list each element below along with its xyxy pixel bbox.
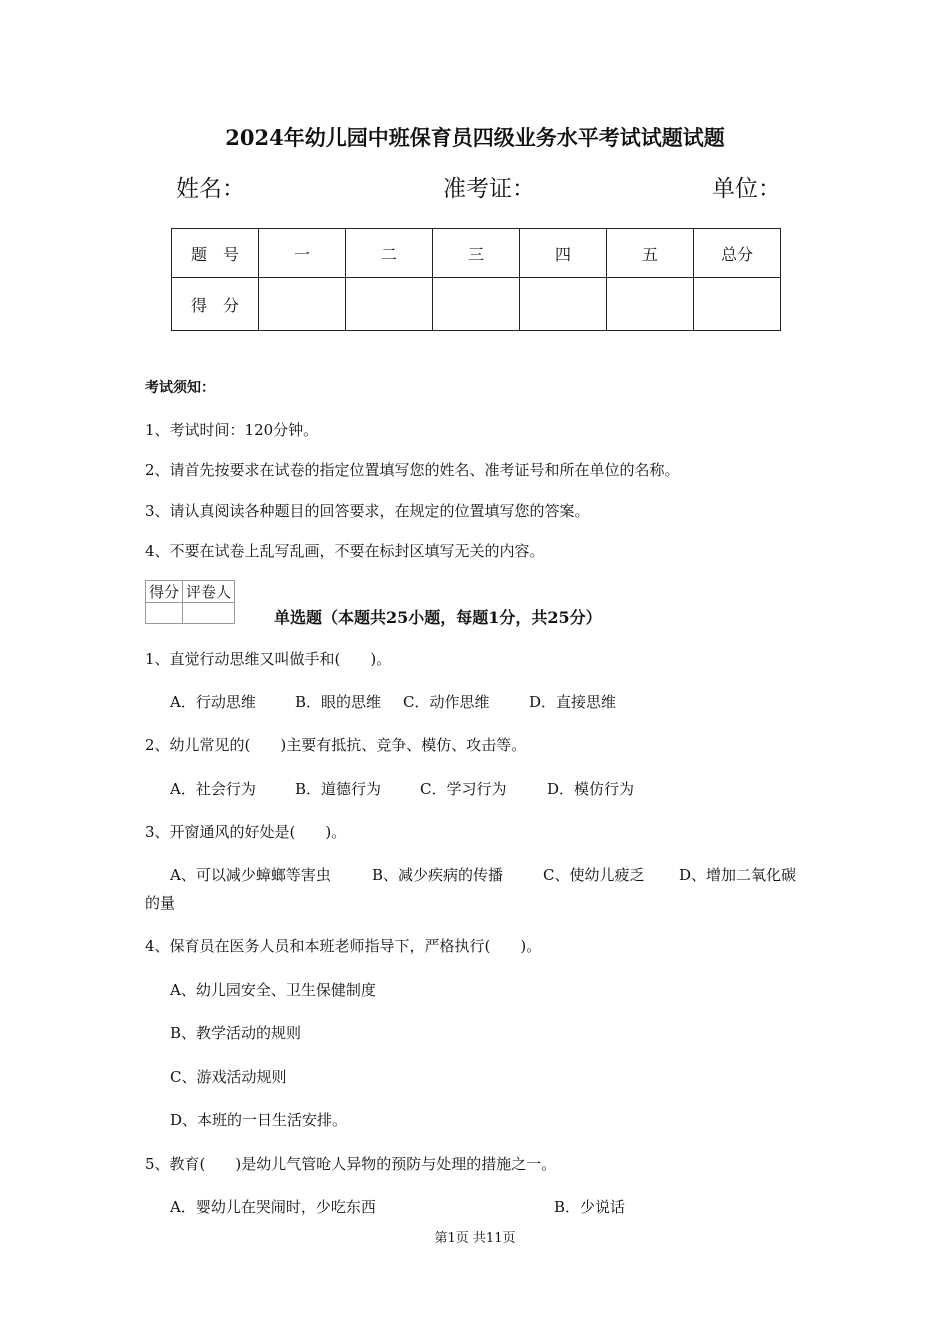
exam-number-field-label: 准考证： — [443, 176, 535, 202]
grader-table — [145, 580, 235, 624]
option-d: D、本班的一日生活安排。 — [170, 1111, 348, 1129]
option-b: B．眼的思维 — [295, 693, 382, 711]
notice-item: 3、请认真阅读各种题目的回答要求，在规定的位置填写您的答案。 — [145, 502, 590, 520]
score-row-label: 得 分 — [172, 278, 259, 331]
score-header-cell: 三 — [433, 229, 520, 278]
score-cell[interactable] — [694, 278, 781, 331]
question-stem: 1、直觉行动思维又叫做手和( )。 — [145, 650, 392, 668]
score-table-header-row — [172, 229, 781, 278]
score-header-cell: 二 — [346, 229, 433, 278]
option-d: D．直接思维 — [529, 693, 617, 711]
score-header-cell: 总分 — [694, 229, 781, 278]
option-a: A．行动思维 — [170, 693, 256, 711]
question-stem: 4、保育员在医务人员和本班老师指导下，严格执行( )。 — [145, 937, 542, 955]
grader-reviewer-label: 评卷人 — [183, 581, 235, 603]
option-c: C、游戏活动规则 — [170, 1068, 287, 1086]
name-field-label: 姓名： — [176, 176, 245, 202]
notice-item: 1、考试时间：120分钟。 — [145, 421, 319, 439]
question-stem: 2、幼儿常见的( )主要有抵抗、竞争、模仿、攻击等。 — [145, 736, 527, 754]
option-c: C、使幼儿疲乏 — [543, 866, 645, 884]
unit-field-label: 单位： — [712, 176, 781, 202]
option-c: C．动作思维 — [403, 693, 490, 711]
score-cell[interactable] — [607, 278, 694, 331]
score-table — [171, 228, 781, 331]
option-b: B．道德行为 — [295, 780, 382, 798]
option-a: A、可以减少蟑螂等害虫 — [170, 866, 331, 884]
question-stem: 5、教育( )是幼儿气管呛人异物的预防与处理的措施之一。 — [145, 1155, 557, 1173]
score-header-cell: 五 — [607, 229, 694, 278]
score-cell[interactable] — [346, 278, 433, 331]
option-d: D．模仿行为 — [547, 780, 635, 798]
notice-item: 2、请首先按要求在试卷的指定位置填写您的姓名、准考证号和所在单位的名称。 — [145, 461, 680, 479]
option-b: B．少说话 — [554, 1198, 626, 1216]
option-c: C．学习行为 — [420, 780, 507, 798]
option-b: B、减少疾病的传播 — [372, 866, 504, 884]
option-a: A．婴幼儿在哭闹时，少吃东西 — [170, 1198, 376, 1216]
option-a: A．社会行为 — [170, 780, 256, 798]
score-cell[interactable] — [520, 278, 607, 331]
question-stem: 3、开窗通风的好处是( )。 — [145, 823, 347, 841]
page-title: 2024年幼儿园中班保育员四级业务水平考试试题试题 — [225, 125, 725, 150]
score-cell[interactable] — [259, 278, 346, 331]
notice-heading: 考试须知： — [145, 380, 215, 396]
grader-score-label: 得分 — [146, 581, 183, 603]
notice-item: 4、不要在试卷上乱写乱画，不要在标封区填写无关的内容。 — [145, 542, 545, 560]
score-header-cell: 题 号 — [172, 229, 259, 278]
grader-reviewer-cell[interactable] — [183, 603, 235, 624]
option-b: B、教学活动的规则 — [170, 1024, 302, 1042]
section-title: 单选题（本题共25小题，每题1分，共25分） — [274, 608, 602, 627]
score-table-score-row — [172, 278, 781, 331]
option-d: D、增加二氧化碳 — [679, 866, 797, 884]
score-cell[interactable] — [433, 278, 520, 331]
option-a: A、幼儿园安全、卫生保健制度 — [170, 981, 376, 999]
option-d-wrap: 的量 — [145, 894, 176, 912]
page-footer: 第1页 共11页 — [434, 1231, 516, 1246]
grader-score-cell[interactable] — [146, 603, 183, 624]
score-header-cell: 四 — [520, 229, 607, 278]
score-header-cell: 一 — [259, 229, 346, 278]
